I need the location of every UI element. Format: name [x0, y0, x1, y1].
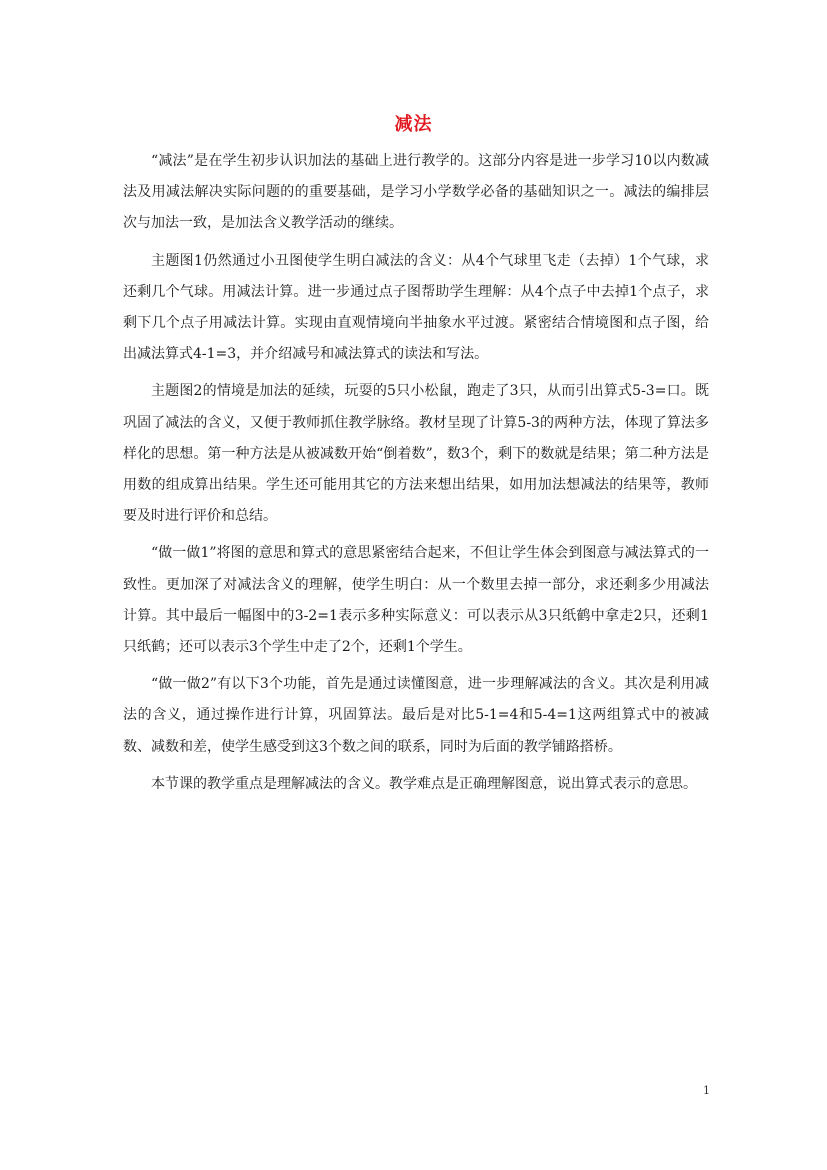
paragraph-exercise-1: “做一做1”将图的意思和算式的意思紧密结合起来，不但让学生体会到图意与减法算式的一致性。更加深了对减法含义的理解，使学生明白：从一个数里去掉一部分，求还剩多少用减法计算。其中最后一幅图中的3-2=1表示多种实际意义：可以表示从3只纸鹤中拿走2只，还剩1只纸鹤；还可以表示3个学生中走了2个，还剩1个学生。 — [123, 545, 709, 656]
paragraph-intro: “减法”是在学生初步认识加法的基础上进行教学的。这部分内容是进一步学习10以内数减法及用减法解决实际问题的的重要基础，是学习小学数学必备的基础知识之一。减法的编排层次与加法一致，是加法含义教学活动的继续。 — [123, 153, 709, 232]
paragraph-theme-1: 主题图1仍然通过小丑图使学生明白减法的含义：从4个气球里飞走（去掉）1个气球，求还剩几个气球。用减法计算。进一步通过点子图帮助学生理解：从4个点子中去掉1个点子，求剩下几个点子用减法计算。实现由直观情境向半抽象水平过渡。紧密结合情境图和点子图，给出减法算式4-1=3，并介绍减号和减法算式的读法和写法。 — [123, 252, 709, 363]
document-body — [123, 146, 709, 806]
document-title: 减法 — [394, 114, 433, 135]
page-number: 1 — [703, 1084, 710, 1097]
paragraph-theme-2: 主题图2的情境是加法的延续，玩耍的5只小松鼠，跑走了3只，从而引出算式5-3=口。既巩固了减法的含义，又便于教师抓住教学脉络。教材呈现了计算5-3的两种方法，体现了算法多样化的思想。第一种方法是从被减数开始“倒着数”，数3个，剩下的数就是结果；第二种方法是用数的组成算出结果。学生还可能用其它的方法来想出结果，如用加法想减法的结果等，教师要及时进行评价和总结。 — [123, 383, 709, 525]
paragraph-exercise-2: “做一做2”有以下3个功能，首先是通过读懂图意，进一步理解减法的含义。其次是利用减法的含义，通过操作进行计算，巩固算法。最后是对比5-1=4和5-4=1这两组算式中的被减数、减数和差，使学生感受到这3个数之间的联系，同时为后面的教学铺路搭桥。 — [123, 676, 709, 755]
paragraph-key-points: 本节课的教学重点是理解减法的含义。教学难点是正确理解图意，说出算式表示的意思。 — [151, 775, 697, 792]
